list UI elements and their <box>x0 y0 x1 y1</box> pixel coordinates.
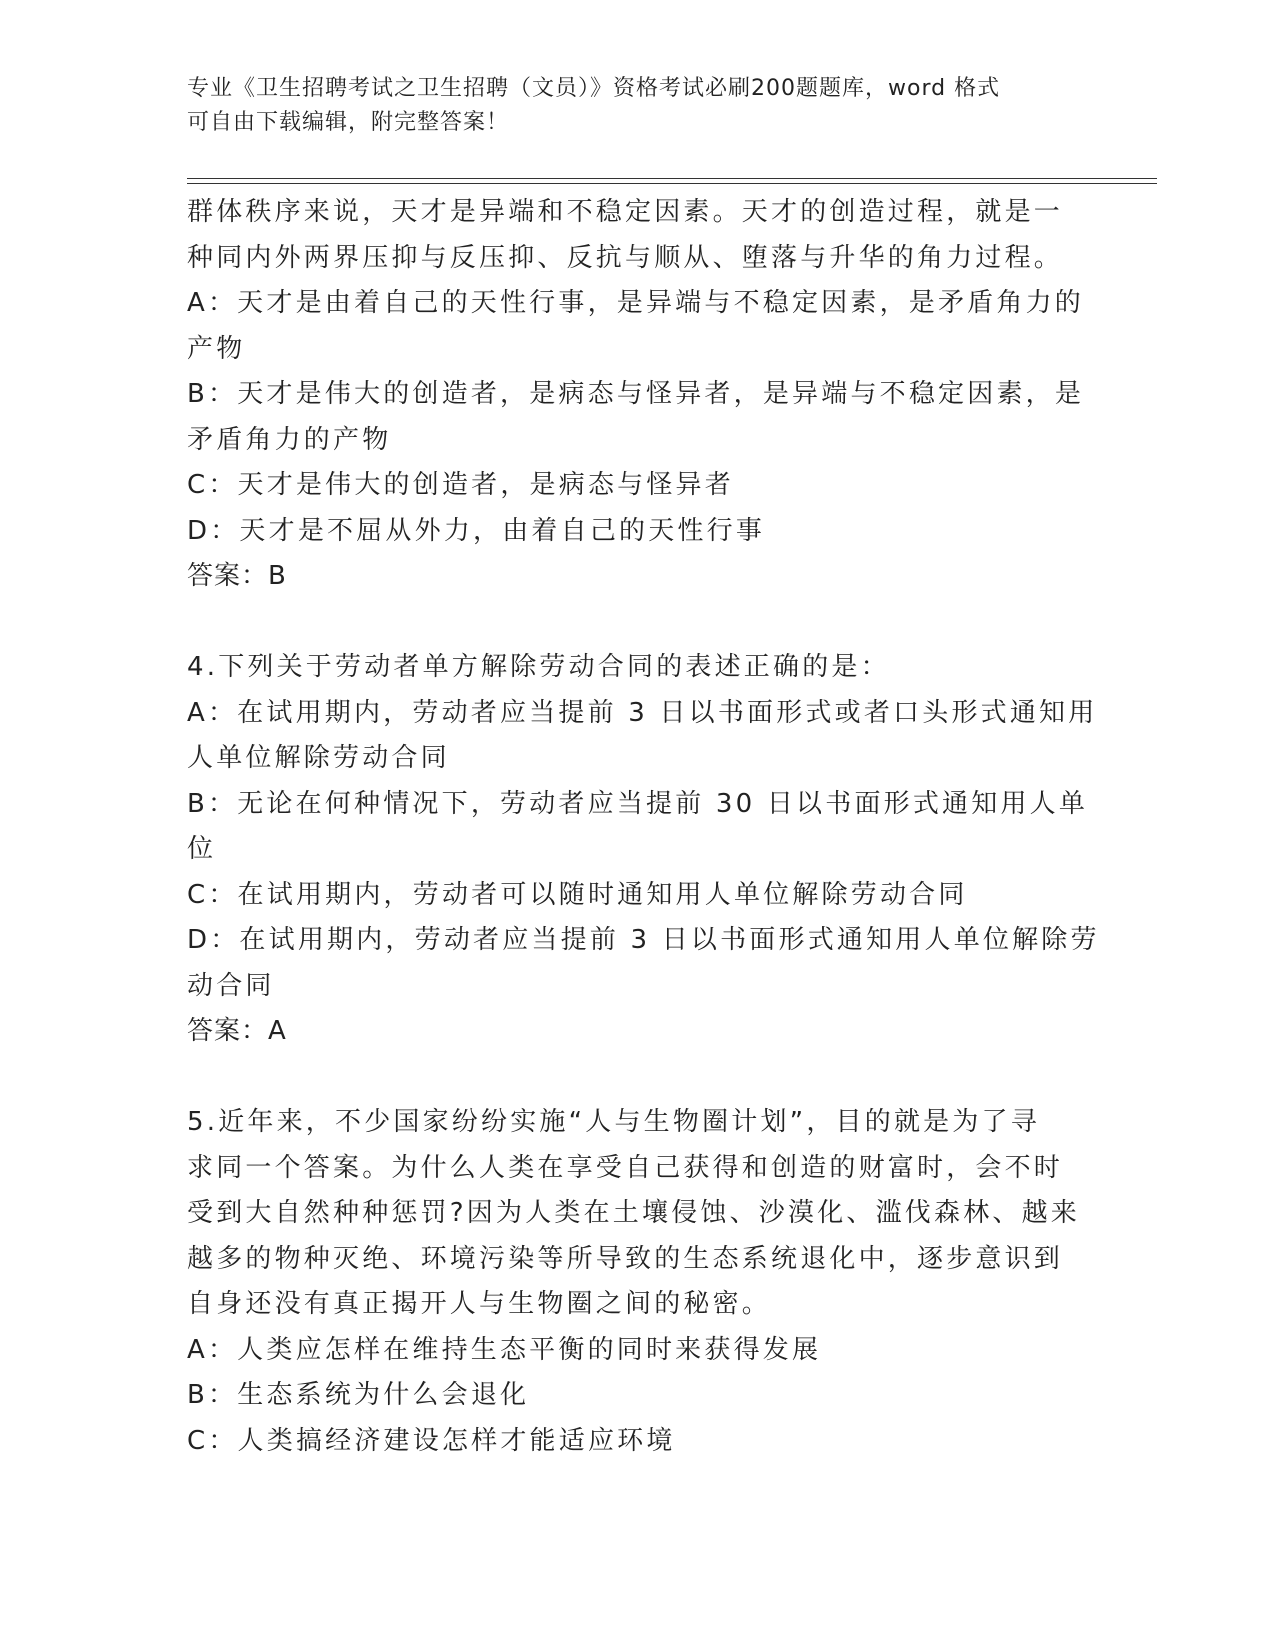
header-rule-top <box>187 178 1157 179</box>
question-4-option-b: B：无论在何种情况下，劳动者应当提前 30 日以书面形式通知用人单 <box>187 788 1089 819</box>
header-line-1: 专业《卫生招聘考试之卫生招聘（文员）》资格考试必刷200题题库，word 格式 <box>187 76 1001 101</box>
question-5-option-b: B：生态系统为什么会退化 <box>187 1380 530 1410</box>
header-rule-bottom <box>187 183 1157 184</box>
spacer <box>187 1055 1087 1101</box>
question-3-option-c: C：天才是伟大的创造者，是病态与怪异者 <box>187 470 734 500</box>
question-3-option-b: B：天才是伟大的创造者，是病态与怪异者，是异端与不稳定因素，是 <box>187 379 1085 409</box>
question-5-text-line: 越多的物种灭绝、环境污染等所导致的生态系统退化中，逐步意识到 <box>187 1243 1064 1274</box>
question-4-answer: 答案：A <box>187 1016 287 1046</box>
question-5-text-line: 5.近年来，不少国家纷纷实施“人与生物圈计划”，目的就是为了寻 <box>187 1107 1040 1137</box>
question-3-answer: 答案：B <box>187 561 287 591</box>
header-line-2: 可自由下载编辑，附完整答案！ <box>187 110 510 135</box>
question-5-option-a: A：人类应怎样在维持生态平衡的同时来获得发展 <box>187 1334 822 1365</box>
question-5-option-c: C：人类搞经济建设怎样才能适应环境 <box>187 1425 676 1456</box>
question-3-text-line: 种同内外两界压抑与反压抑、反抗与顺从、堕落与升华的角力过程。 <box>187 242 1064 273</box>
spacer <box>187 600 1087 646</box>
question-3-option-b-cont: 矛盾角力的产物 <box>187 424 392 455</box>
question-3-option-d: D：天才是不屈从外力，由着自己的天性行事 <box>187 515 766 546</box>
question-4-option-a: A：在试用期内，劳动者应当提前 3 日以书面形式或者口头形式通知用 <box>187 697 1098 728</box>
question-3-option-a: A：天才是由着自己的天性行事，是异端与不稳定因素，是矛盾角力的 <box>187 288 1084 318</box>
question-4-option-d: D：在试用期内，劳动者应当提前 3 日以书面形式通知用人单位解除劳 <box>187 925 1100 955</box>
question-4 <box>187 645 1100 1055</box>
question-3 <box>187 190 1087 600</box>
question-5-text-line: 受到大自然种种惩罚?因为人类在土壤侵蚀、沙漠化、滥伐森林、越来 <box>187 1198 1081 1228</box>
question-3-text-line: 群体秩序来说，天才是异端和不稳定因素。天才的创造过程，就是一 <box>187 197 1064 227</box>
question-4-option-a-cont: 人单位解除劳动合同 <box>187 743 450 773</box>
question-4-option-b-cont: 位 <box>187 834 217 864</box>
question-5-text-line: 自身还没有真正揭开人与生物圈之间的秘密。 <box>187 1289 772 1319</box>
question-5-text-line: 求同一个答案。为什么人类在享受自己获得和创造的财富时，会不时 <box>187 1152 1064 1183</box>
question-3-option-a-cont: 产物 <box>187 333 246 364</box>
document-body <box>187 190 1100 1464</box>
question-5 <box>187 1100 1087 1464</box>
question-4-option-d-cont: 动合同 <box>187 970 275 1001</box>
question-4-text: 4.下列关于劳动者单方解除劳动合同的表述正确的是： <box>187 652 890 682</box>
document-header <box>187 72 1067 140</box>
question-4-option-c: C：在试用期内，劳动者可以随时通知用人单位解除劳动合同 <box>187 879 968 910</box>
